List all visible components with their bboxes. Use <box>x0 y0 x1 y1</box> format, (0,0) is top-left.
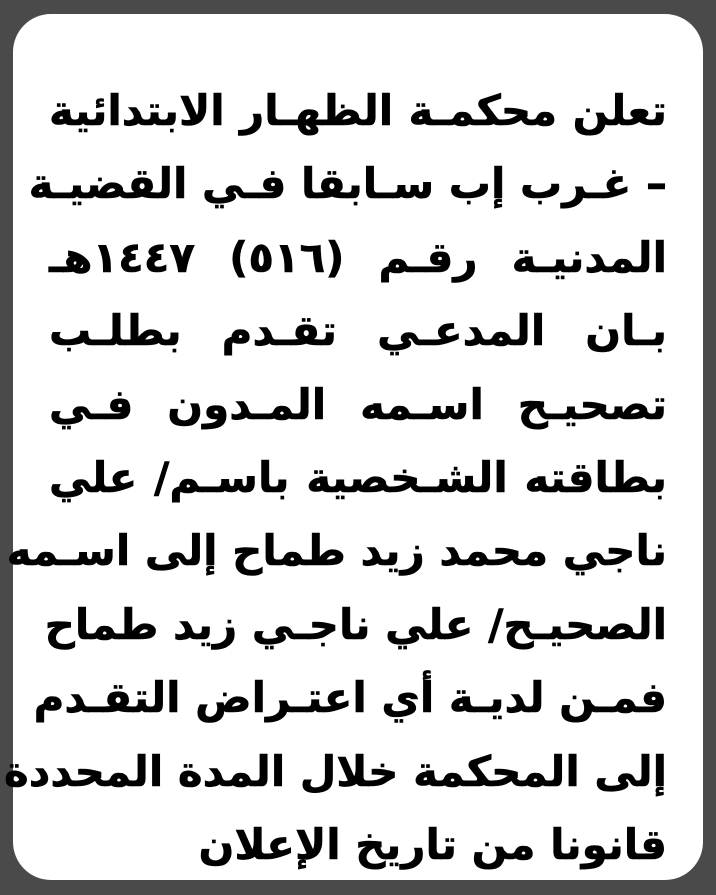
notice-line-5: تصحيـح اسـمه المـدون فـي <box>49 379 667 429</box>
notice-line-1: تعلن محكمـة الظهـار الابتدائية <box>49 86 667 135</box>
notice-line-4: بـان المدعـي تقـدم بطلـب <box>49 306 667 356</box>
notice-line-3: المدنيـة رقـم (٥١٦) ١٤٤٧هـ <box>49 232 667 282</box>
notice-line-11: قانونا من تاريخ الإعلان <box>198 820 667 870</box>
notice-line-2: – غـرب إب سـابقا فـي القضيـة <box>28 159 667 209</box>
notice-line-9: فمـن لديـة أي اعتـراض التقـدم <box>33 673 667 723</box>
notice-line-6: بطاقته الشـخصية باسـم/ علي <box>49 453 667 503</box>
notice-line-7: ناجي محمد زيد طماح إلى اسـمه <box>6 526 667 576</box>
notice-line-10: إلى المحكمة خلال المدة المحددة <box>4 746 667 796</box>
court-notice-text <box>4 74 667 881</box>
notice-line-8: الصحيـح/ علي ناجـي زيد طماح <box>44 599 667 649</box>
notice-card <box>4 14 703 880</box>
